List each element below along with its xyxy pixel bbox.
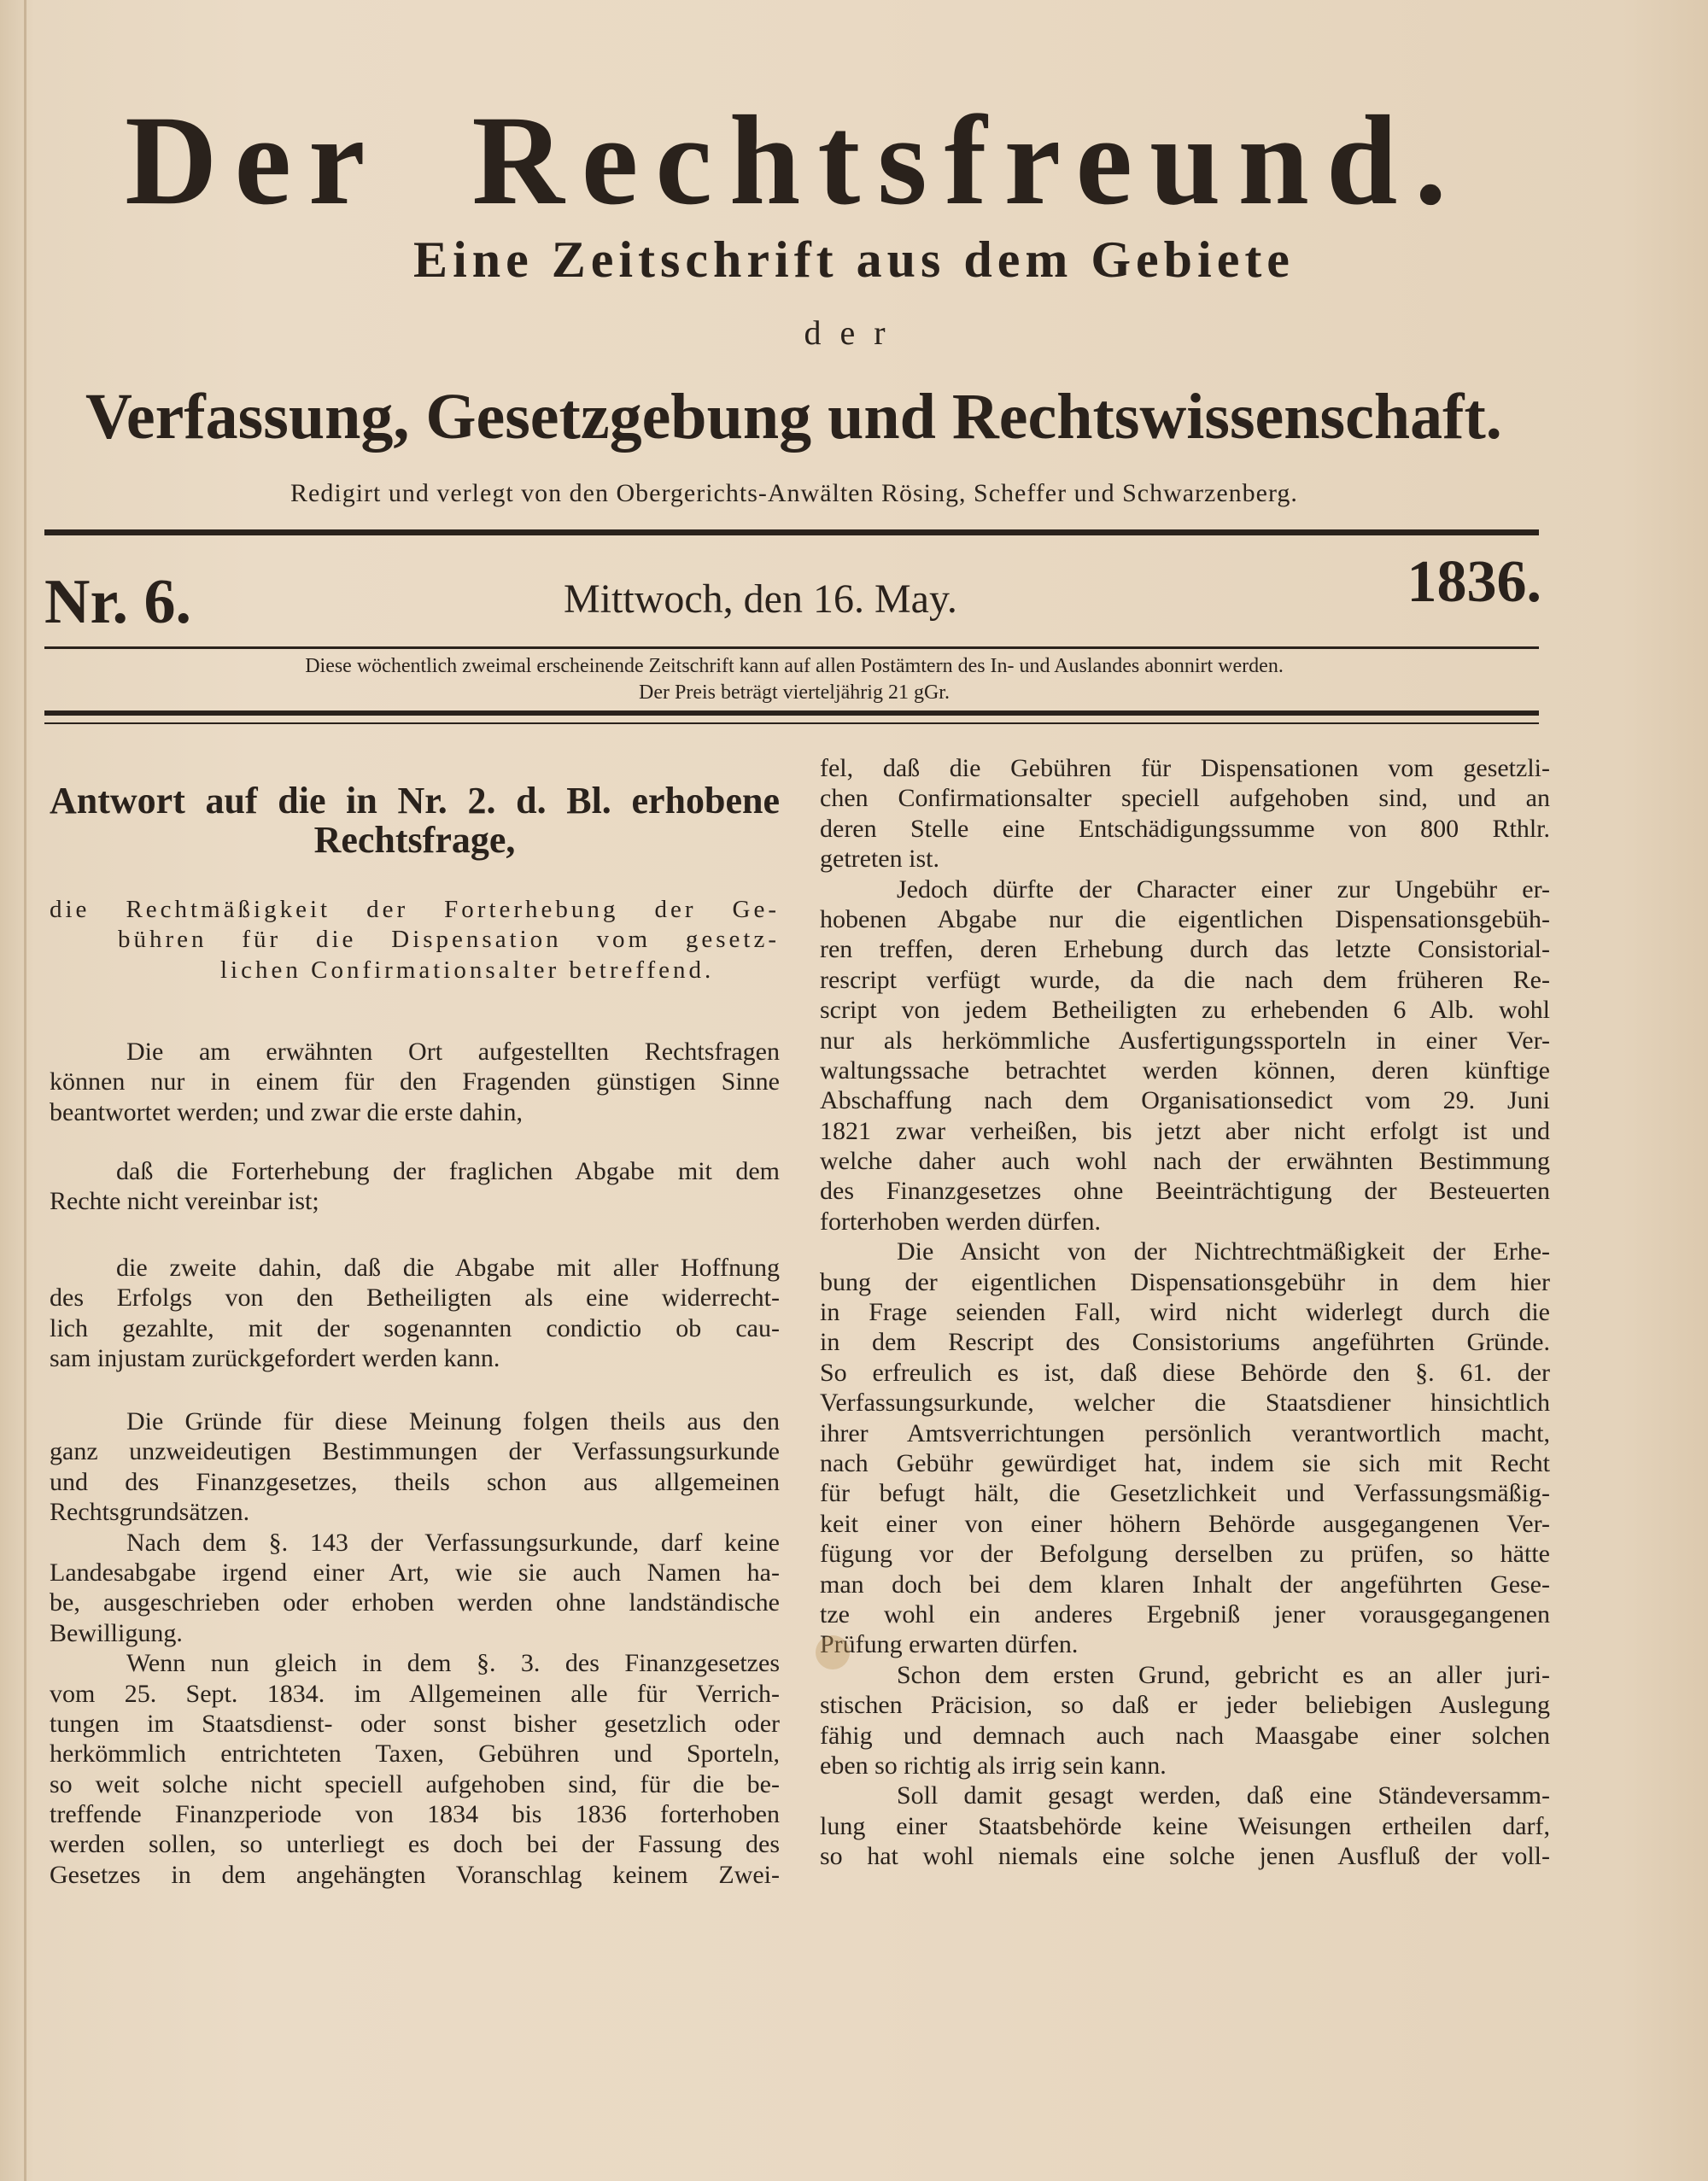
text-line: lung einer Staatsbehörde keine Weisungen ertheilen darf, xyxy=(820,1811,1550,1840)
text-line: des Erfolgs von den Betheiligten als eine widerrecht- xyxy=(50,1283,780,1313)
divider-rule xyxy=(44,646,1539,649)
paragraph xyxy=(820,1660,1550,1781)
text-line: so weit solche nicht speciell aufgehoben sind, für die be- xyxy=(50,1769,780,1798)
text-line: fähig und demnach auch nach Maasgabe einer solchen xyxy=(820,1721,1550,1750)
article-headline xyxy=(50,781,780,860)
text-line: für befugt hält, die Gesetzlichkeit und Verfassungsmäßig- xyxy=(820,1479,1550,1508)
paragraph xyxy=(820,1780,1550,1871)
text-line: stischen Präcision, so daß er jeder beliebigen Auslegung xyxy=(820,1691,1550,1720)
text-line: nur als herkömmliche Ausfertigungssporteln in einer Ver- xyxy=(820,1026,1550,1055)
text-line: Jedoch dürfte der Character einer zur Ungebühr er- xyxy=(897,874,1550,903)
paragraph xyxy=(50,1648,780,1890)
text-line: nach Gebühr gewürdiget hat, indem sie sich mit Recht xyxy=(820,1448,1550,1477)
text-line: eben so richtig als irrig sein kann. xyxy=(820,1751,1167,1780)
subheading-line: die Rechtmäßigkeit der Forterhebung der Ge- xyxy=(50,896,780,923)
issue-year: 1836. xyxy=(1407,549,1541,615)
paragraph xyxy=(50,1037,780,1127)
text-line: tungen im Staatsdienst- oder sonst bisher gesetzlich oder xyxy=(50,1709,780,1738)
text-line: Die Gründe für diese Meinung folgen theils aus den xyxy=(126,1407,780,1435)
text-line: waltungssache betrachtet werden können, deren künftige xyxy=(820,1055,1550,1085)
text-line: ren treffen, deren Erhebung durch das letzte Consistorial- xyxy=(820,935,1550,964)
text-line: forterhoben werden dürfen. xyxy=(820,1207,1102,1236)
issue-date: Mittwoch, den 16. May. xyxy=(564,576,957,622)
text-line: Rechte nicht vereinbar ist; xyxy=(50,1187,319,1216)
text-line: des Finanzgesetzes ohne Beeinträchtigung der Besteuerten xyxy=(820,1177,1550,1206)
text-line: hobenen Abgabe nur die eigentlichen Dispensationsgebüh- xyxy=(820,904,1550,933)
text-line: Soll damit gesagt werden, daß eine Ständeversamm- xyxy=(897,1781,1550,1810)
text-line: bung der eigentlichen Dispensationsgebühr in dem hier xyxy=(820,1267,1550,1296)
text-line: script von jedem Betheiligten zu erhebenden 6 Alb. wohl xyxy=(820,996,1550,1025)
paragraph xyxy=(820,1237,1550,1659)
text-line: Gesetzes in dem angehängten Voranschlag keinem Zwei- xyxy=(50,1860,780,1889)
text-line: man doch bei dem klaren Inhalt der angeführten Gese- xyxy=(820,1570,1550,1599)
text-line: Verfassungsurkunde, welcher die Staatsdiener hinsichtlich xyxy=(820,1389,1550,1418)
text-line: die zweite dahin, daß die Abgabe mit aller Hoffnung xyxy=(116,1254,780,1282)
text-line: welche daher auch wohl nach der erwähnten Bestimmung xyxy=(820,1147,1550,1176)
text-line: keit einer von einer höhern Behörde ausgegangenen Ver- xyxy=(820,1509,1550,1538)
text-line: Bewilligung. xyxy=(50,1618,183,1647)
masthead-subjects: Verfassung, Gesetzgebung und Rechtswissenschaft. xyxy=(85,381,1502,453)
paragraph xyxy=(820,753,1550,874)
subheading-line: lichen Confirmationsalter betreffend. xyxy=(220,956,715,984)
text-line: tze wohl ein anderes Ergebniß jener vorausgegangenen xyxy=(820,1599,1550,1628)
text-line: 1821 zwar verheißen, bis jetzt aber nicht erfolgt ist und xyxy=(820,1116,1550,1145)
text-line: getreten ist. xyxy=(820,845,939,874)
paragraph xyxy=(50,1406,780,1890)
issue-number: Nr. 6. xyxy=(44,567,191,637)
divider-rule-thick xyxy=(44,710,1539,716)
text-line: Nach dem §. 143 der Verfassungsurkunde, darf keine xyxy=(126,1528,780,1557)
paper-stain xyxy=(816,1635,850,1669)
paragraph xyxy=(50,1253,780,1374)
text-line: Die am erwähnten Ort aufgestellten Rechtsfragen xyxy=(126,1038,780,1066)
divider-rule xyxy=(44,529,1539,535)
text-line: beantwortet werden; und zwar die erste dahin, xyxy=(50,1097,523,1126)
text-line: vom 25. Sept. 1834. im Allgemeinen alle für Verrich- xyxy=(50,1679,780,1708)
text-line: ihrer Amtsverrichtungen persönlich verantwortlich macht, xyxy=(820,1418,1550,1447)
text-line: so hat wohl niemals eine solche jenen Ausfluß der voll- xyxy=(820,1842,1550,1871)
text-line: Wenn nun gleich in dem §. 3. des Finanzgesetzes xyxy=(126,1649,780,1678)
right-column-body xyxy=(820,753,1550,1871)
subscription-notice: Diese wöchentlich zweimal erscheinende Zeitschrift kann auf allen Postämtern des In- und Auslandes abonnirt werden. xyxy=(305,655,1284,677)
text-line: in dem Rescript des Consistoriums angeführten Gründe. xyxy=(820,1328,1550,1357)
text-line: Schon dem ersten Grund, gebricht es an aller juri- xyxy=(897,1660,1550,1689)
text-line: ganz unzweideutigen Bestimmungen der Verfassungsurkunde xyxy=(50,1437,780,1466)
text-line: Rechtsgrundsätzen. xyxy=(50,1498,250,1527)
paragraph xyxy=(820,874,1550,1237)
masthead-connector: der xyxy=(804,313,904,352)
text-line: treffende Finanzperiode von 1834 bis 1836 forterhoben xyxy=(50,1800,780,1829)
price-notice: Der Preis beträgt vierteljährig 21 gGr. xyxy=(639,681,950,704)
text-line: in Frage seienden Fall, wird nicht widerlegt durch die xyxy=(820,1298,1550,1327)
text-line: So erfreulich es ist, daß diese Behörde den §. 61. der xyxy=(820,1358,1550,1387)
text-line: Landesabgabe irgend einer Art, wie sie auch Namen ha- xyxy=(50,1558,780,1587)
text-line: be, ausgeschrieben oder erhoben werden ohne landständische xyxy=(50,1588,780,1617)
divider-rule-thin xyxy=(44,722,1539,724)
text-line: deren Stelle eine Entschädigungssumme von 800 Rthlr. xyxy=(820,814,1550,843)
text-line: Abschaffung nach dem Organisationsedict vom 29. Juni xyxy=(820,1086,1550,1115)
text-line: können nur in einem für den Fragenden günstigen Sinne xyxy=(50,1067,780,1096)
masthead-editors: Redigirt und verlegt von den Obergerichts-Anwälten Rösing, Scheffer und Schwarzenberg. xyxy=(290,479,1298,507)
text-line: Die Ansicht von der Nichtrechtmäßigkeit der Erhe- xyxy=(897,1237,1550,1266)
text-line: und des Finanzgesetzes, theils schon aus allgemeinen xyxy=(50,1467,780,1496)
text-line: daß die Forterhebung der fraglichen Abgabe mit dem xyxy=(116,1157,780,1185)
text-line: herkömmlich entrichteten Taxen, Gebühren und Sporteln, xyxy=(50,1740,780,1769)
masthead-subtitle: Eine Zeitschrift aus dem Gebiete xyxy=(413,231,1295,288)
text-line: rescript verfügt wurde, da die nach dem früheren Re- xyxy=(820,965,1550,994)
text-line: sam injustam zurückgefordert werden kann. xyxy=(50,1344,500,1373)
headline-line: Antwort auf die in Nr. 2. d. Bl. erhobene xyxy=(50,780,780,822)
headline-line: Rechtsfrage, xyxy=(313,819,516,861)
text-line: chen Confirmationsalter speciell aufgehoben sind, und an xyxy=(820,784,1550,813)
text-line: lich gezahlte, mit der sogenannten condictio ob cau- xyxy=(50,1313,780,1342)
text-line: fügung vor der Befolgung derselben zu prüfen, so hätte xyxy=(820,1540,1550,1569)
text-line: Prüfung erwarten dürfen. xyxy=(820,1630,1079,1659)
paragraph xyxy=(50,1156,780,1217)
article-subheading xyxy=(50,895,780,985)
paragraph xyxy=(50,1528,780,1649)
text-line: fel, daß die Gebühren für Dispensationen vom gesetzli- xyxy=(820,754,1550,782)
text-line: werden sollen, so unterliegt es doch bei der Fassung des xyxy=(50,1830,780,1859)
masthead-title: Der Rechtsfreund. xyxy=(125,90,1464,231)
subheading-line: bühren für die Dispensation vom gesetz- xyxy=(118,926,780,954)
